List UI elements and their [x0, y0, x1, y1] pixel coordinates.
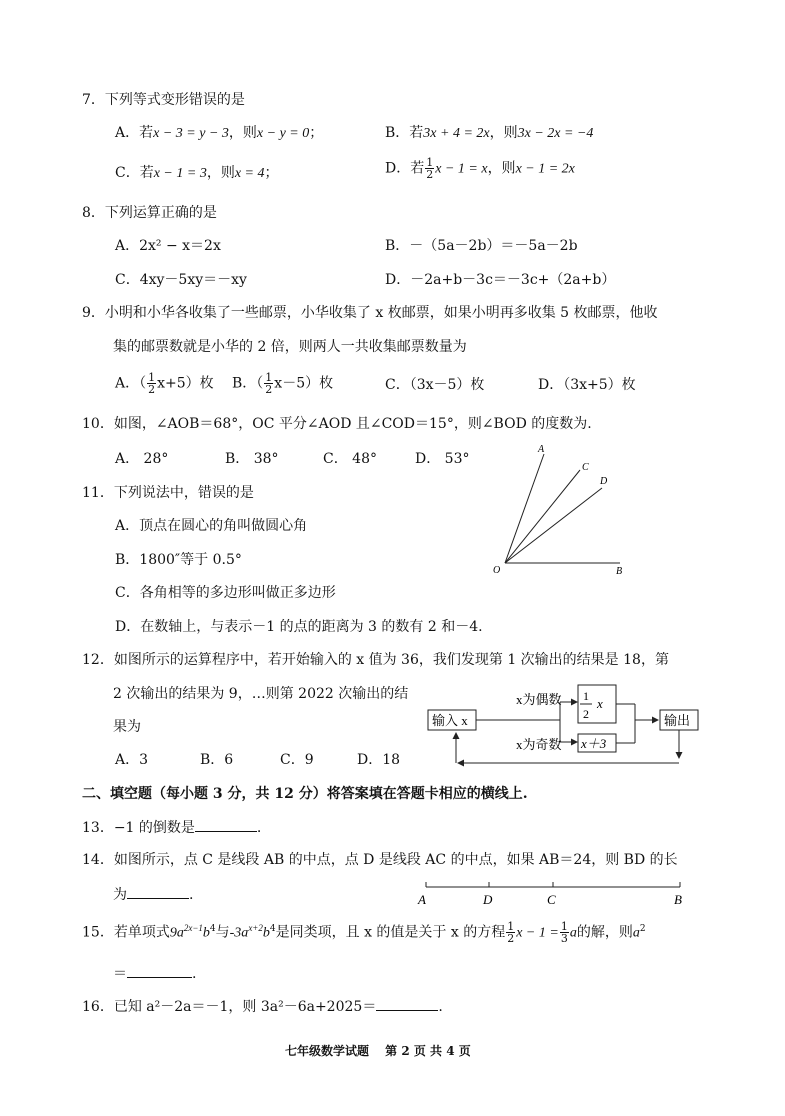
- q12-option-a: A．3: [115, 752, 149, 768]
- q9-option-c: C．（3x－5）枚: [385, 377, 485, 393]
- q7-option-a: [115, 125, 323, 143]
- q10-stem: 10．如图，∠AOB＝68°，OC 平分∠AOD 且∠COD＝15°，则∠BOD 的度数为.: [82, 416, 592, 432]
- label-b: B: [616, 566, 623, 577]
- output-label: 输出: [664, 713, 691, 728]
- q7-c-res: x = 4: [234, 166, 265, 181]
- q12-option-c: C．9: [280, 752, 314, 768]
- q7-a-eq: x − 3 = y − 3: [153, 126, 229, 141]
- q7-option-c: [115, 165, 279, 183]
- label-c: C: [582, 462, 589, 473]
- odd-label: x为奇数: [516, 737, 562, 752]
- q7-c-eq: x − 1 = 3: [153, 166, 207, 181]
- q7-c-end: ；: [264, 165, 279, 181]
- q7-b-label: B．若: [385, 125, 424, 141]
- q7-d-fraction: $\frac{1}{2}$: [426, 156, 434, 181]
- q10-option-a: A． 28°: [115, 451, 169, 467]
- q16-blank[interactable]: [376, 998, 438, 1011]
- seg-label-c: C: [547, 892, 556, 907]
- q9-line2: 集的邮票数就是小华的 2 倍，则两人一共收集邮票数量为: [113, 339, 467, 355]
- q16: 16．已知 a²－2a＝－1，则 3a²－6a+2025＝ .: [82, 999, 443, 1015]
- half-num: 1: [583, 689, 589, 703]
- q7-a-end: ；: [309, 125, 324, 141]
- flowchart: [420, 680, 710, 775]
- q12-option-b: B．6: [200, 752, 234, 768]
- q7-d-res: x − 1 = 2x: [515, 161, 575, 177]
- q7-a-label: A．若: [115, 125, 154, 141]
- q8-option-c: C．4xy－5xy＝－xy: [115, 272, 247, 288]
- q12-option-d: D．18: [357, 752, 401, 768]
- q7-option-b: [385, 125, 593, 143]
- segment-figure: [415, 873, 690, 911]
- q7-c-label: C．若: [115, 165, 154, 181]
- q9-line1: 9．小明和小华各收集了一些邮票，小华收集了 x 枚邮票，如果小明再多收集 5 枚邮票，他收: [82, 305, 658, 321]
- half-den: 2: [583, 707, 589, 721]
- q10-option-b: B． 38°: [225, 451, 279, 467]
- page-footer: 七年级数学试题 第 2 页 共 4 页: [285, 1044, 471, 1058]
- q15-line2: ＝ .: [113, 966, 197, 982]
- seg-label-d: D: [483, 892, 493, 907]
- plus3-label: x＋3: [581, 736, 607, 751]
- section2-heading: 二、填空题（每小题 3 分，共 12 分）将答案填在答题卡相应的横线上.: [82, 786, 528, 802]
- q11-option-c: C．各角相等的多边形叫做正多边形: [115, 585, 336, 601]
- q11-option-b: B．1800″等于 0.5°: [115, 552, 242, 568]
- q9-option-b: B．（ $\frac{1}{2}$ x－5）枚: [232, 371, 334, 396]
- q14-line1: 14．如图所示，点 C 是线段 AB 的中点，点 D 是线段 AC 的中点，如果 AB＝24，则 BD 的长: [82, 852, 678, 868]
- input-label: 输入 x: [432, 713, 468, 728]
- even-label: x为偶数: [516, 692, 562, 707]
- ray-oc: [505, 470, 580, 563]
- q7-a-then: ，则: [228, 125, 257, 141]
- label-a: A: [538, 444, 545, 455]
- label-o: O: [493, 565, 501, 576]
- q7-b-res: 3x − 2x = −4: [517, 126, 594, 141]
- q10-option-d: D． 53°: [415, 451, 470, 467]
- angle-figure: [480, 440, 640, 580]
- q11-option-d: D．在数轴上，与表示－1 的点的距离为 3 的数有 2 和－4.: [115, 619, 483, 635]
- q12-line2: 2 次输出的结果为 9，…则第 2022 次输出的结: [113, 686, 409, 702]
- q12-line3: 果为: [113, 719, 141, 735]
- q8-option-a: A．2x² − x＝2x: [115, 238, 221, 254]
- seg-label-a: A: [418, 892, 426, 907]
- q15-line1: 15．若单项式$9a^{2x-1}b^4$与$-3a^{x+2}b^4$是同类项，且 x 的值是关于 x 的方程 $\frac{1}{2}$ x − 1 = $\frac{1}{3}$ a的解，则$a^2$: [82, 920, 646, 945]
- q7-b-then: ，则: [489, 125, 518, 141]
- q7-d-then: ，则: [487, 160, 516, 177]
- q7-stem: 7．下列等式变形错误的是: [82, 92, 245, 108]
- seg-label-b: B: [674, 892, 682, 907]
- half-x: x: [597, 696, 603, 711]
- ray-od: [505, 488, 602, 563]
- q7-b-eq: 3x + 4 = 2x: [423, 126, 490, 141]
- q14-blank[interactable]: [127, 886, 189, 899]
- q7-d-eq: x − 1 = x: [435, 161, 488, 177]
- q8-option-d: D．－2a+b－3c＝－3c+（2a+b）: [385, 272, 616, 288]
- ray-oa: [505, 454, 544, 563]
- q8-stem: 8．下列运算正确的是: [82, 205, 217, 221]
- q9-option-a: A．（ $\frac{1}{2}$ x+5）枚: [115, 371, 214, 396]
- q7-a-res: x − y = 0: [256, 126, 310, 141]
- q10-option-c: C． 48°: [323, 451, 377, 467]
- q7-c-then: ，则: [206, 165, 235, 181]
- q7-d-label: D．若: [385, 160, 425, 177]
- q13: 13．−1 的倒数是 .: [82, 820, 262, 836]
- q8-option-b: B．－（5a－2b）＝－5a－2b: [385, 238, 578, 254]
- q9-option-d: D．（3x+5）枚: [538, 377, 636, 393]
- q11-stem: 11．下列说法中，错误的是: [82, 485, 254, 501]
- q12-line1: 12．如图所示的运算程序中，若开始输入的 x 值为 36，我们发现第 1 次输出的结果是 18，第: [82, 652, 669, 668]
- label-d: D: [600, 476, 608, 487]
- q11-option-a: A．顶点在圆心的角叫做圆心角: [115, 518, 308, 534]
- q14-line2: 为 .: [113, 887, 194, 903]
- q7-option-d: [385, 157, 575, 180]
- q15-blank[interactable]: [127, 965, 192, 978]
- q13-blank[interactable]: [195, 819, 257, 832]
